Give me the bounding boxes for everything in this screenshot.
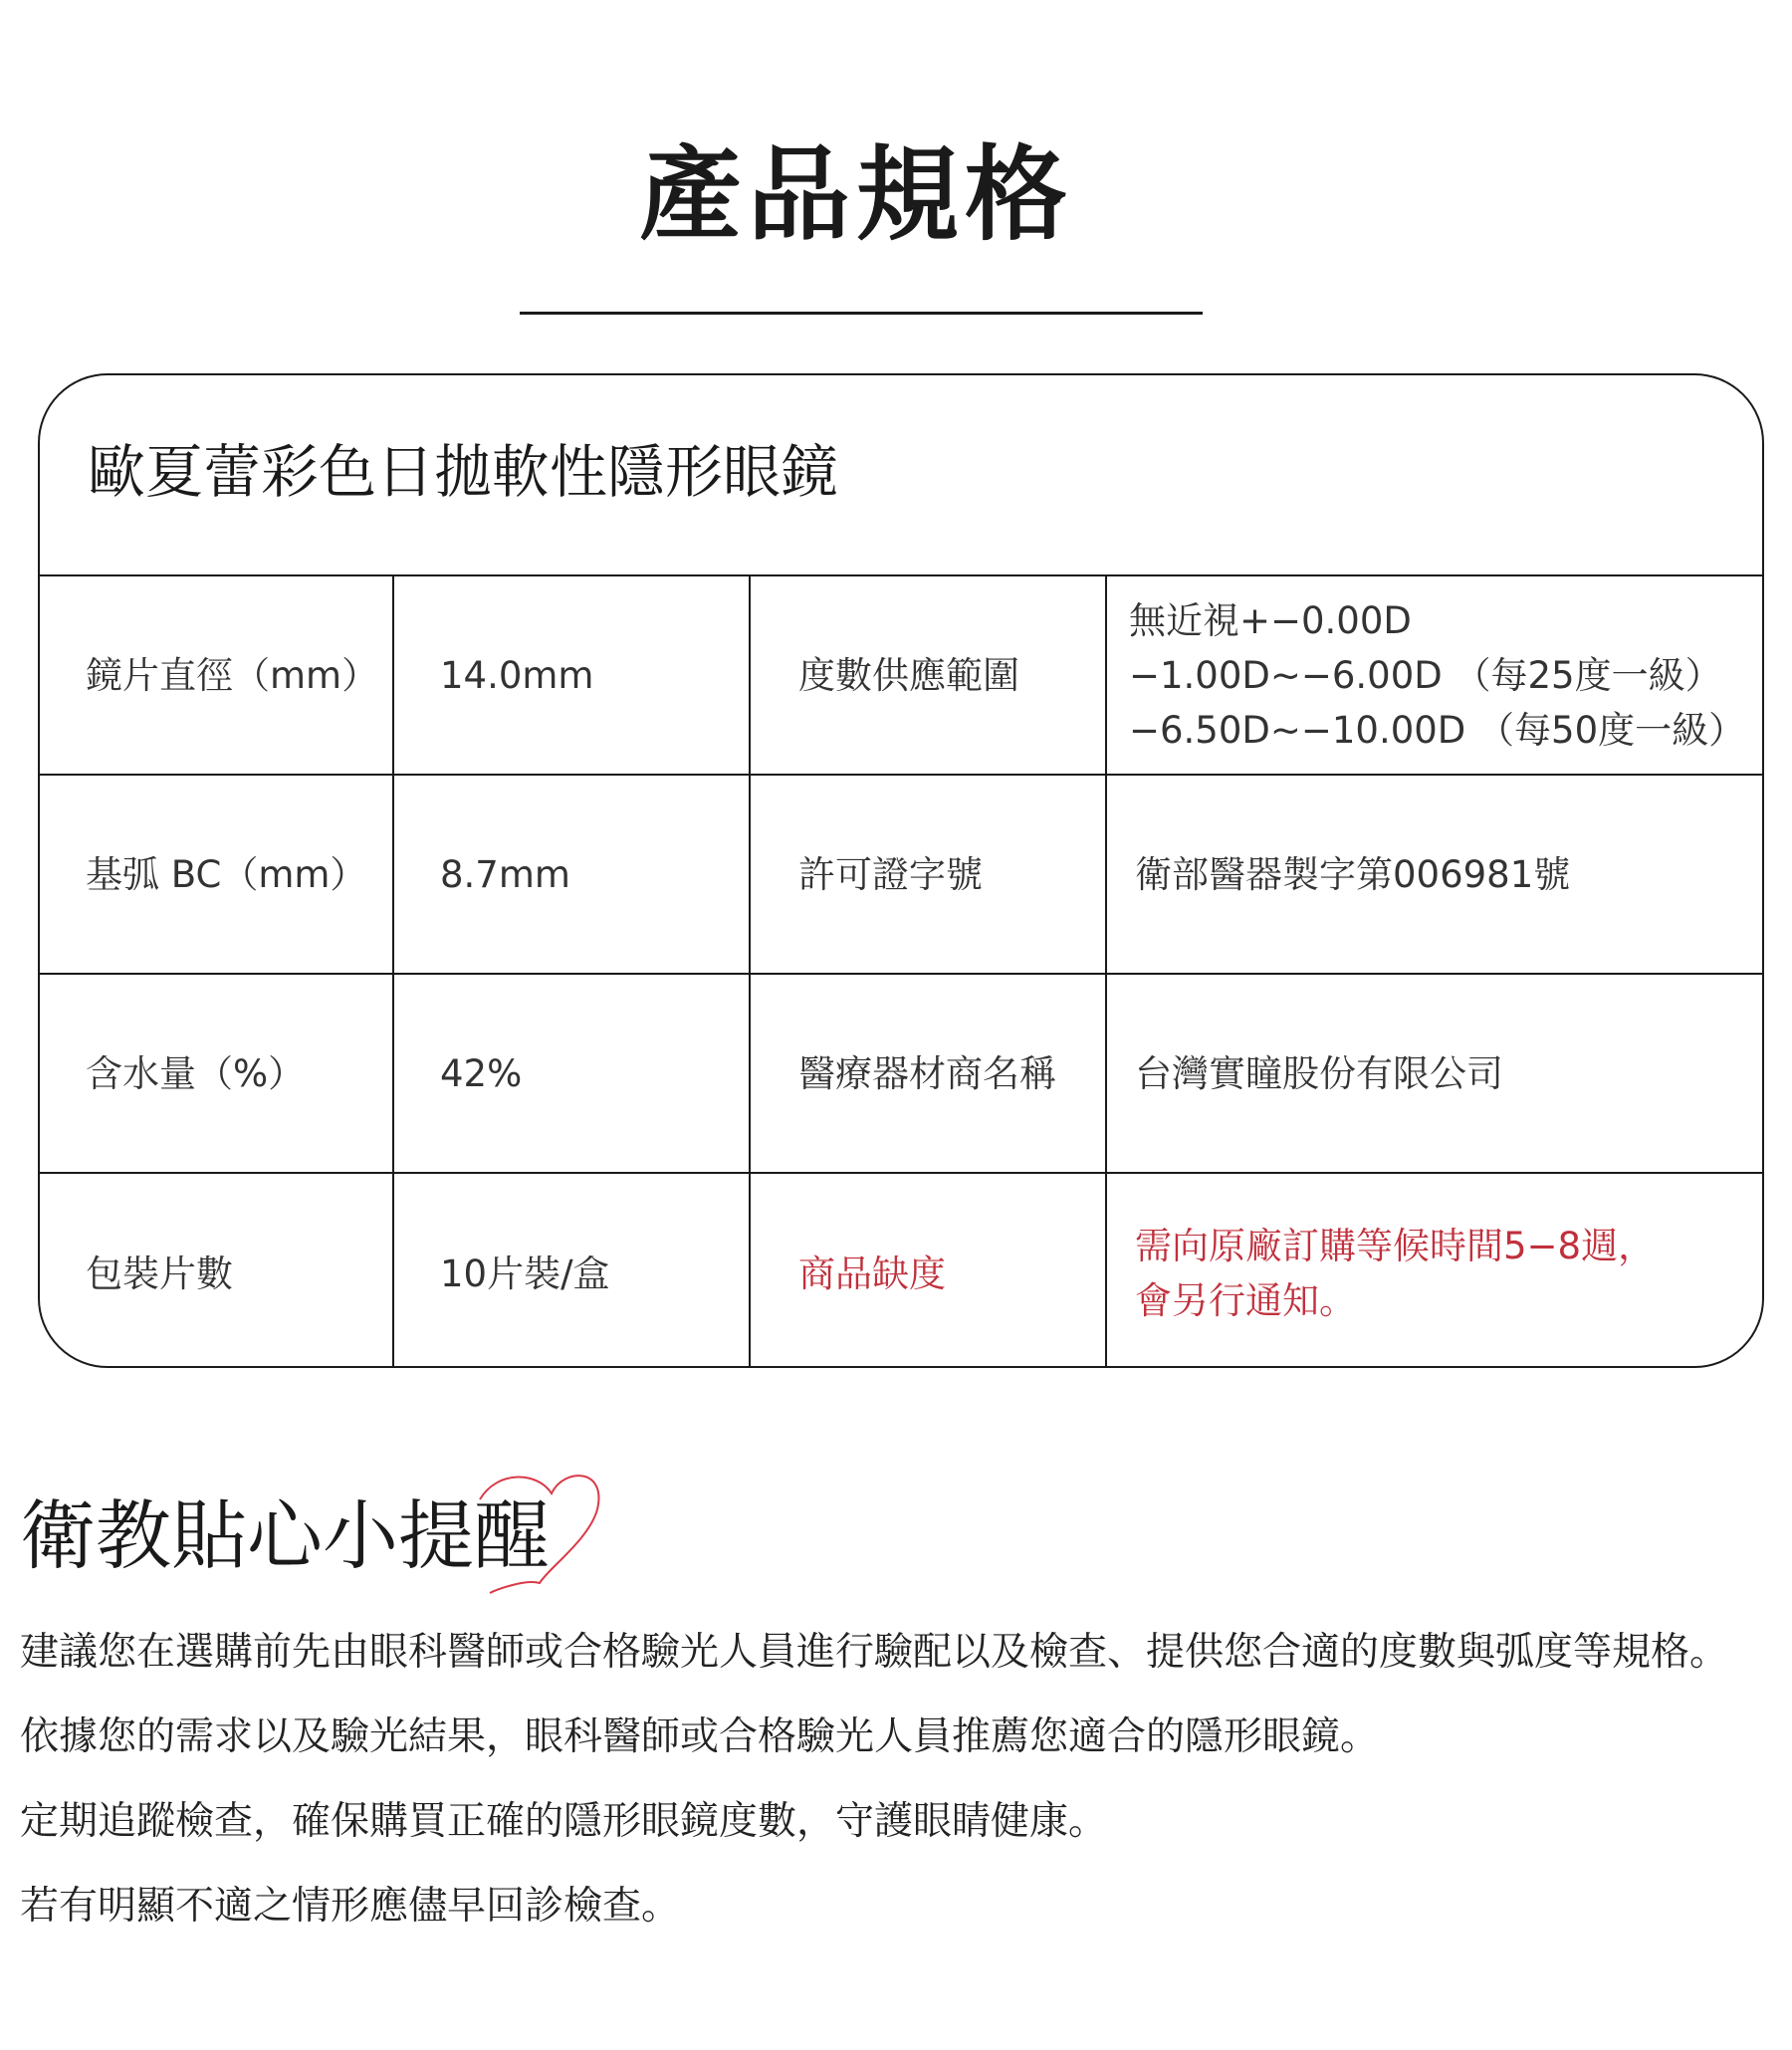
spec-value: 台灣實瞳股份有限公司: [1135, 1051, 1503, 1095]
out-of-stock-note: [1107, 1174, 1764, 1368]
spec-value: 10片裝/盒: [394, 1174, 751, 1368]
spec-label: 許可證字號: [751, 776, 1107, 973]
tip-line: 建議您在選購前先由眼科醫師或合格驗光人員進行驗配以及檢查、提供您合適的度數與弧度等規格。: [20, 1630, 1729, 1675]
spec-label: 度數供應範圍: [751, 576, 1107, 774]
product-name: 歐夏蕾彩色日拋軟性隱形眼鏡: [88, 438, 839, 506]
tip-line: 定期追蹤檢查，確保購買正確的隱形眼鏡度數，守護眼睛健康。: [20, 1799, 1108, 1844]
spec-label: 基弧 BC（mm）: [40, 776, 394, 973]
spec-row-diameter: [40, 576, 1764, 776]
heart-icon: [468, 1462, 607, 1596]
spec-row-package: [40, 1174, 1764, 1368]
spec-value: 8.7mm: [394, 776, 751, 973]
power-range-line: −6.50D~−10.00D （每50度一級）: [1129, 708, 1746, 752]
spec-value: 42%: [394, 975, 751, 1172]
power-range-line: 無近視+−0.00D: [1129, 598, 1412, 642]
power-range-list: [1129, 593, 1745, 758]
spec-table: [40, 574, 1764, 1368]
spec-label: 鏡片直徑（mm）: [40, 576, 394, 774]
note-line: 需向原廠訂購等候時間5−8週，: [1135, 1225, 1656, 1267]
spec-value: [1107, 576, 1764, 774]
spec-label: 醫療器材商名稱: [751, 975, 1107, 1172]
title-divider: [520, 312, 1203, 315]
tip-line: 依據您的需求以及驗光結果，眼科醫師或合格驗光人員推薦您適合的隱形眼鏡。: [20, 1714, 1380, 1759]
spec-value: 衛部醫器製字第006981號: [1135, 852, 1571, 896]
out-of-stock-label: 商品缺度: [751, 1174, 1107, 1368]
spec-label: 含水量（%）: [40, 975, 394, 1172]
page-title: 產品規格: [639, 135, 1073, 255]
note-line: 會另行通知。: [1135, 1279, 1356, 1322]
tips-heading: 衛教貼心小提醒: [20, 1491, 550, 1580]
spec-row-water-content: [40, 975, 1764, 1174]
spec-label: 包裝片數: [40, 1174, 394, 1368]
spec-value: 14.0mm: [394, 576, 751, 774]
spec-row-base-curve: [40, 776, 1764, 975]
power-range-line: −1.00D~−6.00D （每25度一級）: [1129, 653, 1722, 697]
tip-line: 若有明顯不適之情形應儘早回診檢查。: [20, 1884, 681, 1929]
spec-card: [38, 373, 1764, 1368]
